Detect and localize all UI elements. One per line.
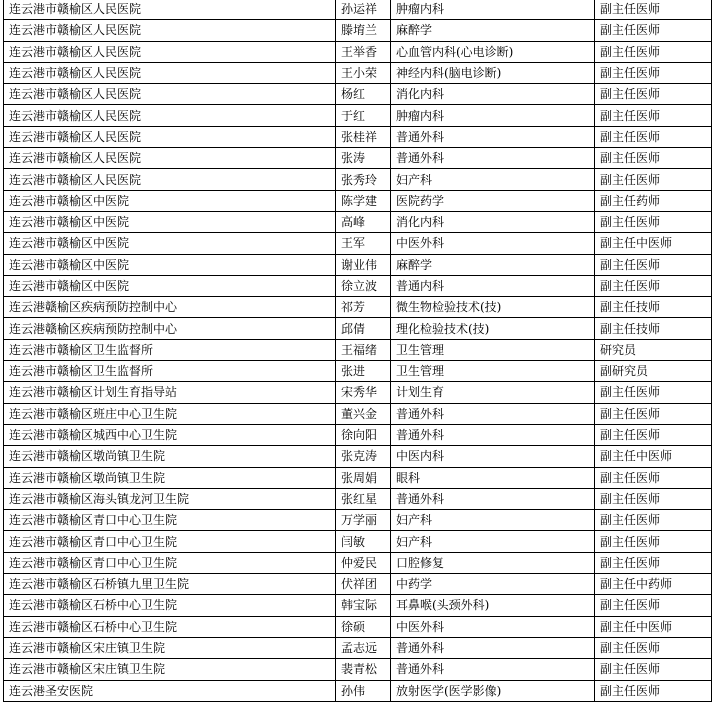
hospital-cell: 连云港市赣榆区卫生监督所 [4,361,336,382]
table-row [4,105,712,126]
table-row [4,84,712,105]
table-row [4,680,712,701]
table-row [4,488,712,509]
specialty-cell: 普通外科 [391,659,595,680]
hospital-cell: 连云港市赣榆区人民医院 [4,62,336,83]
name-cell: 杨红 [336,84,391,105]
title-cell: 副研究员 [595,361,712,382]
title-cell: 副主任中医师 [595,616,712,637]
hospital-cell: 连云港市赣榆区宋庄镇卫生院 [4,637,336,658]
title-cell: 副主任医师 [595,126,712,147]
name-cell: 谢业伟 [336,254,391,275]
table-row [4,318,712,339]
name-cell: 张克涛 [336,446,391,467]
table-row [4,233,712,254]
specialty-cell: 妇产科 [391,169,595,190]
title-cell: 副主任医师 [595,169,712,190]
table-row [4,254,712,275]
title-cell: 副主任技师 [595,297,712,318]
table-row [4,361,712,382]
title-cell: 副主任医师 [595,403,712,424]
table-row [4,574,712,595]
hospital-cell: 连云港市赣榆区石桥镇九里卫生院 [4,574,336,595]
name-cell: 陈学建 [336,190,391,211]
title-cell: 副主任医师 [595,20,712,41]
table-row [4,275,712,296]
title-cell: 副主任中医师 [595,446,712,467]
specialty-cell: 消化内科 [391,211,595,232]
hospital-cell: 连云港市赣榆区人民医院 [4,0,336,20]
title-cell: 副主任医师 [595,467,712,488]
title-cell: 副主任中药师 [595,574,712,595]
specialty-cell: 肿瘤内科 [391,105,595,126]
hospital-cell: 连云港市赣榆区城西中心卫生院 [4,424,336,445]
title-cell: 副主任医师 [595,637,712,658]
specialty-cell: 普通内科 [391,275,595,296]
table-row [4,126,712,147]
name-cell: 王举香 [336,41,391,62]
table-row [4,552,712,573]
specialty-cell: 中医内科 [391,446,595,467]
specialty-cell: 肿瘤内科 [391,0,595,20]
table-row [4,382,712,403]
name-cell: 董兴金 [336,403,391,424]
table-row [4,531,712,552]
hospital-cell: 连云港市赣榆区宋庄镇卫生院 [4,659,336,680]
specialty-cell: 卫生管理 [391,361,595,382]
name-cell: 韩宝际 [336,595,391,616]
title-cell: 副主任医师 [595,62,712,83]
specialty-cell: 眼科 [391,467,595,488]
name-cell: 滕堉兰 [336,20,391,41]
name-cell: 伏祥团 [336,574,391,595]
hospital-cell: 连云港市赣榆区人民医院 [4,169,336,190]
title-cell: 副主任医师 [595,275,712,296]
hospital-cell: 连云港圣安医院 [4,680,336,701]
name-cell: 闫敏 [336,531,391,552]
title-cell: 副主任医师 [595,552,712,573]
title-cell: 副主任药师 [595,190,712,211]
hospital-cell: 连云港市赣榆区计划生育指导站 [4,382,336,403]
title-cell: 副主任医师 [595,254,712,275]
specialty-cell: 医院药学 [391,190,595,211]
title-cell: 副主任医师 [595,488,712,509]
specialty-cell: 妇产科 [391,510,595,531]
hospital-cell: 连云港市赣榆区中医院 [4,254,336,275]
title-cell: 副主任医师 [595,382,712,403]
specialty-cell: 神经内科(脑电诊断) [391,62,595,83]
name-cell: 张涛 [336,148,391,169]
title-cell: 副主任中医师 [595,233,712,254]
title-cell: 副主任医师 [595,595,712,616]
hospital-cell: 连云港赣榆区疾病预防控制中心 [4,297,336,318]
hospital-cell: 连云港市赣榆区海头镇龙河卫生院 [4,488,336,509]
personnel-table-body [4,0,712,701]
title-cell: 研究员 [595,339,712,360]
hospital-cell: 连云港市赣榆区墩尚镇卫生院 [4,446,336,467]
specialty-cell: 计划生育 [391,382,595,403]
hospital-cell: 连云港市赣榆区班庄中心卫生院 [4,403,336,424]
name-cell: 裴青松 [336,659,391,680]
name-cell: 徐立波 [336,275,391,296]
name-cell: 张秀玲 [336,169,391,190]
name-cell: 孟志远 [336,637,391,658]
title-cell: 副主任医师 [595,659,712,680]
name-cell: 王小荣 [336,62,391,83]
title-cell: 副主任医师 [595,211,712,232]
hospital-cell: 连云港市赣榆区人民医院 [4,20,336,41]
title-cell: 副主任医师 [595,0,712,20]
specialty-cell: 麻醉学 [391,20,595,41]
specialty-cell: 口腔修复 [391,552,595,573]
title-cell: 副主任医师 [595,680,712,701]
hospital-cell: 连云港市赣榆区石桥中心卫生院 [4,616,336,637]
specialty-cell: 中医外科 [391,616,595,637]
hospital-cell: 连云港市赣榆区墩尚镇卫生院 [4,467,336,488]
table-row [4,20,712,41]
hospital-cell: 连云港市赣榆区中医院 [4,275,336,296]
table-row [4,446,712,467]
table-row [4,403,712,424]
table-row [4,424,712,445]
hospital-cell: 连云港市赣榆区人民医院 [4,105,336,126]
name-cell: 徐硕 [336,616,391,637]
specialty-cell: 普通外科 [391,424,595,445]
name-cell: 张红星 [336,488,391,509]
table-row [4,637,712,658]
personnel-table [3,0,712,702]
table-row [4,339,712,360]
specialty-cell: 普通外科 [391,403,595,424]
hospital-cell: 连云港市赣榆区人民医院 [4,84,336,105]
specialty-cell: 心血管内科(心电诊断) [391,41,595,62]
name-cell: 祁芳 [336,297,391,318]
title-cell: 副主任医师 [595,84,712,105]
table-row [4,41,712,62]
name-cell: 徐向阳 [336,424,391,445]
specialty-cell: 妇产科 [391,531,595,552]
specialty-cell: 放射医学(医学影像) [391,680,595,701]
specialty-cell: 普通外科 [391,637,595,658]
title-cell: 副主任医师 [595,148,712,169]
name-cell: 孙运祥 [336,0,391,20]
title-cell: 副主任医师 [595,105,712,126]
title-cell: 副主任技师 [595,318,712,339]
name-cell: 张进 [336,361,391,382]
specialty-cell: 消化内科 [391,84,595,105]
hospital-cell: 连云港市赣榆区人民医院 [4,148,336,169]
table-row [4,169,712,190]
table-row [4,510,712,531]
hospital-cell: 连云港赣榆区疾病预防控制中心 [4,318,336,339]
specialty-cell: 麻醉学 [391,254,595,275]
hospital-cell: 连云港市赣榆区中医院 [4,233,336,254]
name-cell: 张周娟 [336,467,391,488]
title-cell: 副主任医师 [595,424,712,445]
specialty-cell: 微生物检验技术(技) [391,297,595,318]
name-cell: 孙伟 [336,680,391,701]
table-row [4,595,712,616]
name-cell: 万学丽 [336,510,391,531]
table-row [4,659,712,680]
specialty-cell: 中药学 [391,574,595,595]
hospital-cell: 连云港市赣榆区中医院 [4,190,336,211]
title-cell: 副主任医师 [595,510,712,531]
specialty-cell: 卫生管理 [391,339,595,360]
name-cell: 王军 [336,233,391,254]
title-cell: 副主任医师 [595,531,712,552]
table-row [4,0,712,20]
table-row [4,467,712,488]
title-cell: 副主任医师 [595,41,712,62]
table-row [4,211,712,232]
table-row [4,616,712,637]
name-cell: 于红 [336,105,391,126]
hospital-cell: 连云港市赣榆区青口中心卫生院 [4,531,336,552]
specialty-cell: 普通外科 [391,126,595,147]
table-row [4,148,712,169]
name-cell: 邱倩 [336,318,391,339]
name-cell: 仲爱民 [336,552,391,573]
hospital-cell: 连云港市赣榆区青口中心卫生院 [4,552,336,573]
specialty-cell: 耳鼻喉(头颈外科) [391,595,595,616]
specialty-cell: 中医外科 [391,233,595,254]
hospital-cell: 连云港市赣榆区青口中心卫生院 [4,510,336,531]
name-cell: 王福绪 [336,339,391,360]
hospital-cell: 连云港市赣榆区人民医院 [4,41,336,62]
hospital-cell: 连云港市赣榆区卫生监督所 [4,339,336,360]
name-cell: 张桂祥 [336,126,391,147]
hospital-cell: 连云港市赣榆区中医院 [4,211,336,232]
specialty-cell: 理化检验技术(技) [391,318,595,339]
table-row [4,297,712,318]
specialty-cell: 普通外科 [391,148,595,169]
specialty-cell: 普通外科 [391,488,595,509]
name-cell: 宋秀华 [336,382,391,403]
hospital-cell: 连云港市赣榆区石桥中心卫生院 [4,595,336,616]
table-row [4,62,712,83]
name-cell: 高峰 [336,211,391,232]
hospital-cell: 连云港市赣榆区人民医院 [4,126,336,147]
table-row [4,190,712,211]
